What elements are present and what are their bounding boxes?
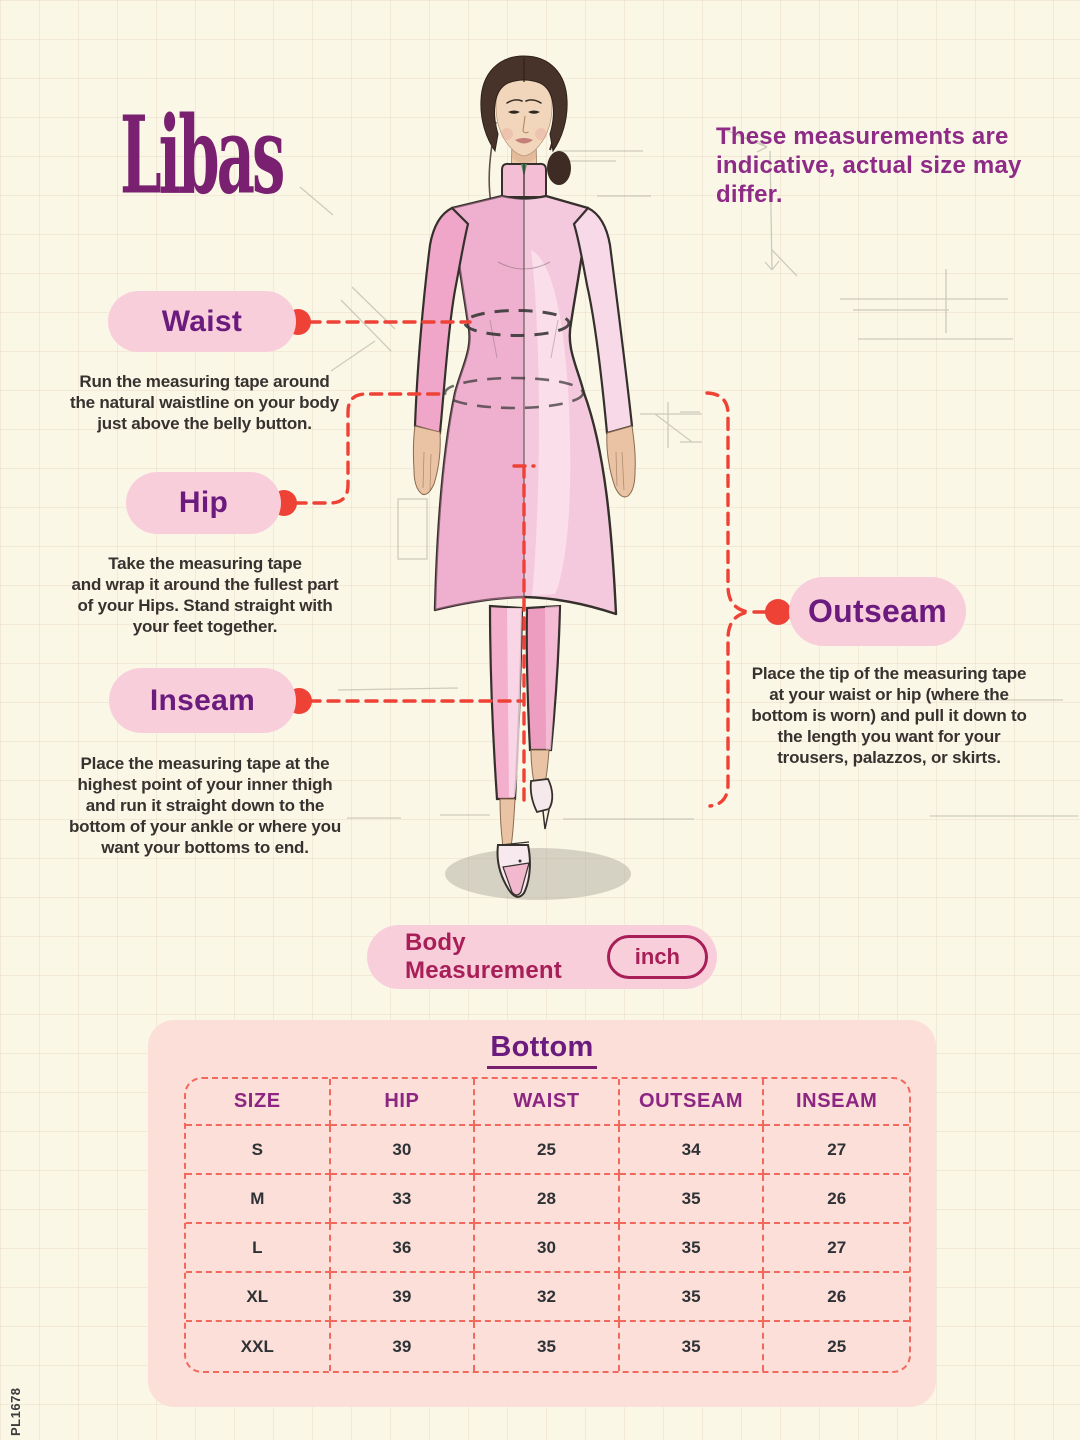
floor-shadow [445, 848, 631, 900]
table-cell: 33 [331, 1175, 476, 1224]
outseam-description: Place the tip of the measuring tape at your waist or hip (where the bottom is worn) and pull it down to the length you want for your trousers, palazzos, or skirts. [751, 664, 1027, 767]
table-cell: 30 [331, 1126, 476, 1175]
table-cell: 26 [764, 1273, 909, 1322]
outseam-label: Outseam [807, 593, 948, 629]
table-cell: 25 [827, 1336, 847, 1356]
table-cell: 36 [331, 1224, 476, 1273]
waist-label: Waist [161, 304, 243, 338]
outseam-label-pill [789, 577, 966, 646]
hair-bun [547, 151, 571, 185]
table-cell: 35 [620, 1273, 765, 1322]
table-cell: 35 [620, 1224, 765, 1273]
body-measurement-label: Body Measurement [405, 929, 562, 984]
table-cell: 35 [620, 1175, 765, 1224]
size-table-card [148, 1020, 936, 1407]
table-cell: 27 [764, 1126, 909, 1175]
disclaimer-note [716, 122, 1026, 209]
table-cell: 34 [620, 1126, 765, 1175]
table-header-cell: INSEAM [764, 1079, 909, 1126]
right-hand [607, 426, 635, 497]
measurement-unit-badge: inch [607, 935, 708, 979]
waist-description: Run the measuring tape around the natural waistline on your body just above the belly button. [69, 372, 339, 433]
table-cell: 35 [620, 1322, 765, 1371]
table-cell: 26 [764, 1175, 909, 1224]
table-cell: 39 [331, 1322, 476, 1371]
table-cell: 30 [475, 1224, 620, 1273]
outseam-bracket [707, 393, 749, 806]
inseam-label-pill [109, 668, 296, 733]
waist-label-pill [108, 291, 296, 352]
note-line: These measurements are [716, 123, 1009, 150]
note-line: indicative, actual size may [716, 152, 1022, 179]
table-cell: M [186, 1175, 331, 1224]
hip-label: Hip [178, 486, 229, 519]
table-cell: XXL [186, 1322, 331, 1371]
outseam-dot [765, 599, 791, 625]
table-cell: 35 [475, 1322, 620, 1371]
brand-logo: Libas [120, 92, 283, 218]
size-table [184, 1077, 911, 1373]
table-cell: 25 [475, 1126, 620, 1175]
table-header-cell: WAIST [475, 1079, 620, 1126]
back-heel-shoe [531, 779, 553, 812]
size-table-title: Bottom [148, 1031, 936, 1064]
note-line: differ. [716, 181, 783, 208]
body-measurement-bar [367, 925, 717, 989]
table-cell: 27 [764, 1224, 909, 1273]
table-header-cell: SIZE [186, 1079, 331, 1126]
left-hand [413, 426, 440, 495]
table-cell: L [186, 1224, 331, 1273]
table-cell: 28 [475, 1175, 620, 1224]
table-header-cell: OUTSEAM [620, 1079, 765, 1126]
table-cell: S [186, 1126, 331, 1175]
table-cell: 32 [475, 1273, 620, 1322]
product-code: PL1678 [8, 1387, 23, 1436]
table-header-cell: HIP [331, 1079, 476, 1126]
hip-label-pill [126, 472, 281, 534]
inseam-description: Place the measuring tape at the highest point of your inner thigh and run it straight down to the bottom of your ankle or where you want your bottoms to end. [68, 754, 342, 857]
table-cell: XL [186, 1273, 331, 1322]
table-cell: 39 [331, 1273, 476, 1322]
inseam-label: Inseam [149, 683, 256, 717]
hip-description: Take the measuring tape and wrap it around the fullest part of your Hips. Stand straight with your feet together. [71, 554, 339, 636]
